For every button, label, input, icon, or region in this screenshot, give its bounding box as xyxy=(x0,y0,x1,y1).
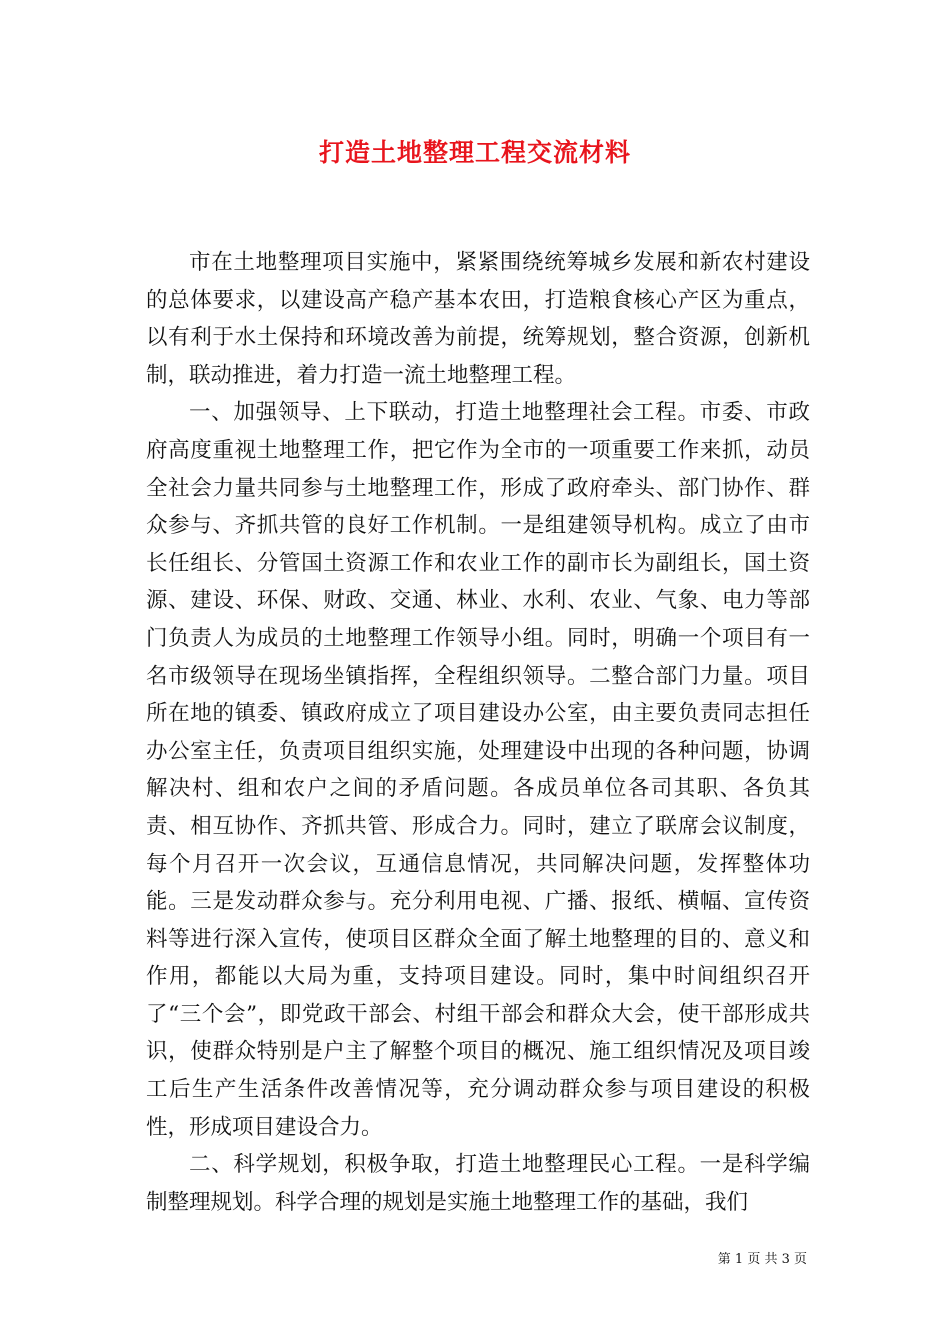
paragraph-section-one: 一、加强领导、上下联动，打造土地整理社会工程。市委、市政府高度重视土地整理工作，把它作为全市的一项重要工作来抓，动员全社会力量共同参与土地整理工作，形成了政府牵头、部门协作、群众参与、齐抓共管的良好工作机制。一是组建领导机构。成立了由市长任组长、分管国土资源工作和农业工作的副市长为副组长，国土资源、建设、环保、财政、交通、林业、水利、农业、气象、电力等部门负责人为成员的土地整理工作领导小组。同时，明确一个项目有一名市级领导在现场坐镇指挥，全程组织领导。二整合部门力量。项目所在地的镇委、镇政府成立了项目建设办公室，由主要负责同志担任办公室主任，负责项目组织实施，处理建设中出现的各种问题，协调解决村、组和农户之间的矛盾问题。各成员单位各司其职、各负其责、相互协作、齐抓共管、形成合力。同时，建立了联席会议制度，每个月召开一次会议，互通信息情况，共同解决问题，发挥整体功能。三是发动群众参与。充分利用电视、广播、报纸、横幅、宣传资料等进行深入宣传，使项目区群众全面了解土地整理的目的、意义和作用，都能以大局为重，支持项目建设。同时，集中时间组织召开了“三个会”，即党政干部会、村组干部会和群众大会，使干部形成共识，使群众特别是户主了解整个项目的概况、施工组织情况及项目竣工后生产生活条件改善情况等，充分调动群众参与项目建设的积极性，形成项目建设合力。 xyxy=(146,400,810,1140)
document-body xyxy=(146,244,810,1221)
page-title: 打造土地整理工程交流材料 xyxy=(318,138,631,167)
page-footer: 第 1 页 共 3 页 xyxy=(717,1252,807,1267)
paragraph-section-two: 二、科学规划，积极争取，打造土地整理民心工程。一是科学编制整理规划。科学合理的规划是实施土地整理工作的基础，我们 xyxy=(146,1152,810,1215)
paragraph-intro: 市在土地整理项目实施中，紧紧围绕统筹城乡发展和新农村建设的总体要求，以建设高产稳产基本农田，打造粮食核心产区为重点，以有利于水土保持和环境改善为前提，统筹规划，整合资源，创新机制，联动推进，着力打造一流土地整理工程。 xyxy=(146,250,810,388)
